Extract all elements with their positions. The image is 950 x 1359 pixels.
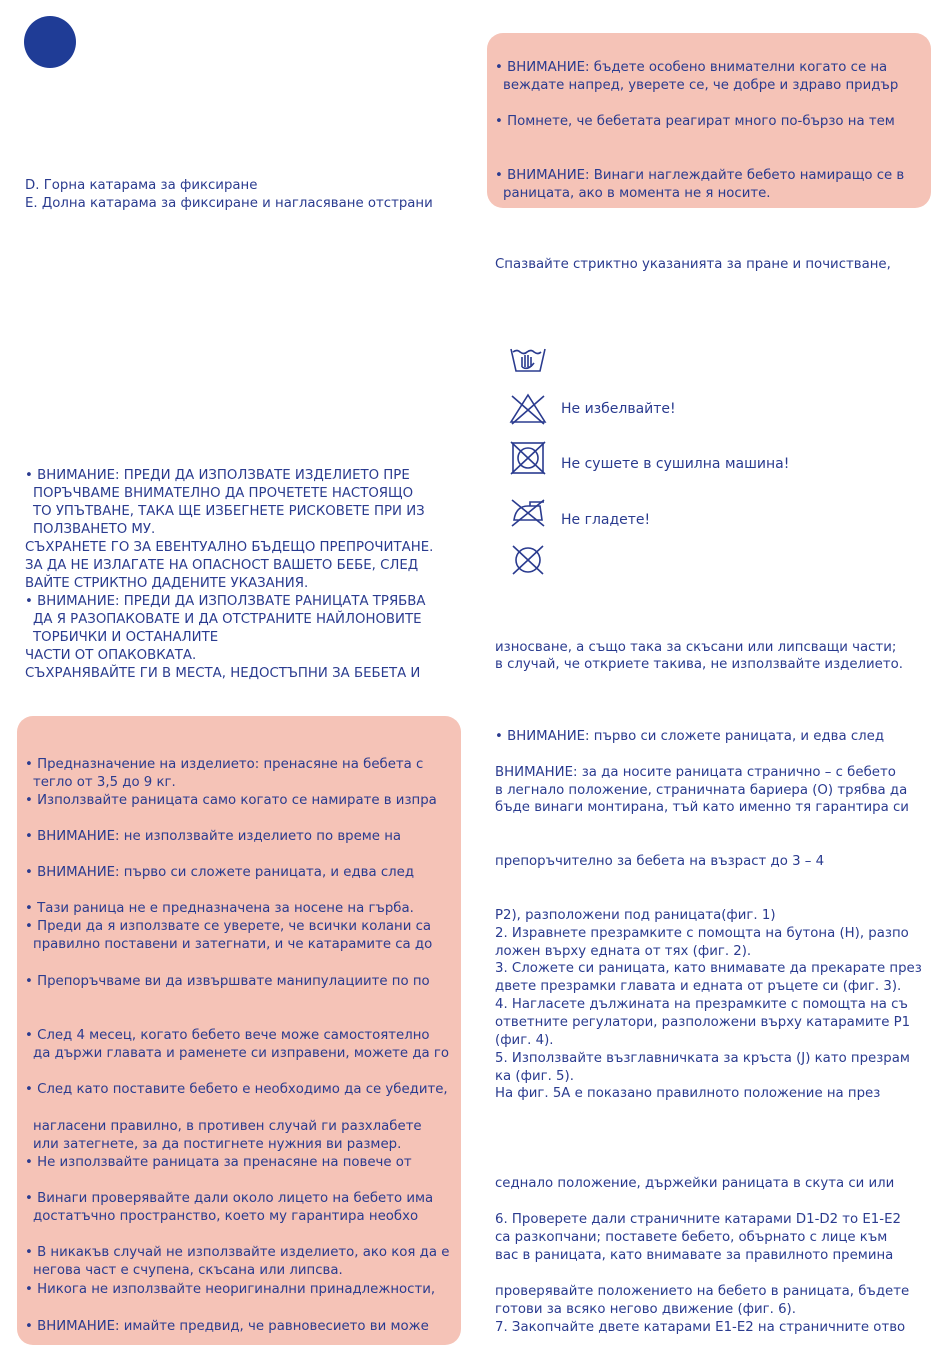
no-bleach-label: Не избелвайте! [561,401,676,417]
warning-line: ЗА ДА НЕ ИЗЛАГАТЕ НА ОПАСНОСТ ВАШЕТО БЕБЕ, СЛЕД [25,558,419,573]
right-text-line: вас в раницата, като внимавате за правилното премина [495,1248,894,1263]
no-iron-icon [508,494,548,528]
left-box-line: нагласени правилно, в противен случай ги разхлабете [33,1119,422,1134]
left-box-line: • Използвайте раницата само когато се намирате в изпра [25,793,437,808]
warning-line: • ВНИМАНИЕ: ПРЕДИ ДА ИЗПОЛЗВАТЕ РАНИЦАТА ТРЯБВА [25,594,426,609]
left-box-line: • ВНИМАНИЕ: не използвайте изделието по време на [25,829,402,844]
no-bleach-icon [508,392,548,426]
right-text-line: ложен върху едната от тях (фиг. 2). [495,944,752,959]
part-d: D. Горна катарама за фиксиране [25,178,258,193]
left-box-line: • ВНИМАНИЕ: първо си сложете раницата, и едва след [25,865,415,880]
warning-line: ВАЙТЕ СТРИКТНО ДАДЕНИТЕ УКАЗАНИЯ. [25,576,309,591]
right-text-line: На фиг. 5A е показано правилното положение на през [495,1086,881,1101]
warning-line: ТО УПЪТВАНЕ, ТАКА ЩЕ ИЗБЕГНЕТЕ РИСКОВЕТЕ ПРИ ИЗ [33,504,425,519]
left-box-line: • Винаги проверявайте дали около лицето на бебето има [25,1191,434,1206]
left-box-line: да държи главата и раменете си изправени, можете да го [33,1046,450,1061]
left-box-line: • Не използвайте раницата за пренасяне на повече от [25,1155,412,1170]
right-text-line: бъде винаги монтирана, тъй като именно тя гарантира си [495,800,909,815]
no-iron-label: Не гладете! [561,512,651,528]
no-dry-clean-icon [508,543,548,577]
right-box-line: • Помнете, че бебетата реагират много по-бързо на тем [495,114,895,129]
left-box-line: • Преди да я използвате се уверете, че всички колани са [25,919,432,934]
left-box-line: тегло от 3,5 до 9 кг. [33,775,176,790]
right-text-line: P2), разположени под раницата(фиг. 1) [495,908,776,923]
part-e: E. Долна катарама за фиксиране и нагласяване отстрани [25,196,433,211]
left-box-line: • В никакъв случай не използвайте изделието, ако коя да е [25,1245,450,1260]
right-text-line: в случай, че откриете такива, не използвайте изделието. [495,657,903,672]
left-box-line: • ВНИМАНИЕ: имайте предвид, че равновесието ви може [25,1319,429,1334]
right-text-line: са разкопчани; поставете бебето, обърнато с лице към [495,1230,888,1245]
right-text-line: 5. Използвайте възглавничката за кръста (J) като презрам [495,1051,910,1066]
right-text-line: ответните регулатори, разположени върху катарамите P1 [495,1015,911,1030]
left-box-line: или затегнете, за да постигнете нужния ви размер. [33,1137,402,1152]
right-text-line: 3. Сложете си раницата, като внимавате да прекарате през [495,961,922,976]
warning-line: СЪХРАНЯВАЙТЕ ГИ В МЕСТА, НЕДОСТЪПНИ ЗА БЕБЕТА И [25,666,421,681]
right-box-line: • ВНИМАНИЕ: бъдете особено внимателни когато се на [495,60,888,75]
right-box-line: раницата, ако в момента не я носите. [503,186,771,201]
right-text-line: препоръчително за бебета на възраст до 3 – 4 [495,854,825,869]
brand-dot [24,16,76,68]
right-text-line: ВНИМАНИЕ: за да носите раницата странично – с бебето [495,765,896,780]
warning-line: ТОРБИЧКИ И ОСТАНАЛИТЕ [33,630,219,645]
left-box-line: • Предназначение на изделието: пренасяне на бебета с [25,757,424,772]
warning-line: ПОЛЗВАНЕТО МУ. [33,522,156,537]
no-tumble-dry-label: Не сушете в сушилна машина! [561,456,790,472]
left-box-line: • След 4 месец, когато бебето вече може самостоятелно [25,1028,430,1043]
left-box-line: • Препоръчваме ви да извършвате манипулациите по по [25,974,430,989]
right-text-line: износване, а също така за скъсани или липсващи части; [495,640,897,655]
right-text-line: седнало положение, държейки раницата в скута си или [495,1176,895,1191]
right-text-line: (фиг. 4). [495,1033,554,1048]
left-box-line: негова част е счупена, скъсана или липсва. [33,1263,343,1278]
care-intro: Спазвайте стриктно указанията за пране и почистване, [495,257,891,272]
left-box-line: • Никога не използвайте неоригинални принадлежности, [25,1282,436,1297]
right-text-line: проверявайте положението на бебето в раницата, бъдете [495,1284,910,1299]
right-text-line: 4. Нагласете дължината на презрамките с помощта на съ [495,997,908,1012]
right-box-line: • ВНИМАНИЕ: Винаги наглеждайте бебето намиращо се в [495,168,905,183]
right-text-line: 2. Изравнете презрамките с помощта на бутона (H), разпо [495,926,909,941]
right-text-line: двете презрамки главата и едната от ръцете си (фиг. 3). [495,979,902,994]
left-box-line: достатъчно пространство, което му гарантира необхо [33,1209,419,1224]
right-box-line: веждате напред, уверете се, че добре и здраво придър [503,78,899,93]
warning-line: ДА Я РАЗОПАКОВАТЕ И ДА ОТСТРАНИТЕ НАЙЛОНОВИТЕ [33,612,422,627]
left-box-line: • Тази раница не е предназначена за носене на гърба. [25,901,414,916]
warning-line: • ВНИМАНИЕ: ПРЕДИ ДА ИЗПОЛЗВАТЕ ИЗДЕЛИЕТО ПРЕ [25,468,410,483]
warning-line: СЪХРАНЕТЕ ГО ЗА ЕВЕНТУАЛНО БЪДЕЩО ПРЕПРОЧИТАНЕ. [25,540,434,555]
right-text-line: готови за всяко негово движение (фиг. 6). [495,1302,796,1317]
warning-line: ПОРЪЧВАМЕ ВНИМАТЕЛНО ДА ПРОЧЕТЕТЕ НАСТОЯЩО [33,486,414,501]
warning-line: ЧАСТИ ОТ ОПАКОВКАТА. [25,648,197,663]
right-text-line: в легнало положение, страничната бариера (O) трябва да [495,783,908,798]
right-text-line: ка (фиг. 5). [495,1069,574,1084]
right-text-line: 6. Проверете дали страничните катарами D1-D2 то E1-E2 [495,1212,901,1227]
left-box-line: правилно поставени и затегнати, и че катарамите са до [33,937,433,952]
right-text-line: • ВНИМАНИЕ: първо си сложете раницата, и едва след [495,729,885,744]
hand-wash-icon [508,343,548,377]
no-tumble-dry-icon [508,441,548,475]
right-text-line: 7. Закопчайте двете катарами E1-E2 на страничните отво [495,1320,906,1335]
left-box-line: • След като поставите бебето е необходимо да се убедите, [25,1082,448,1097]
